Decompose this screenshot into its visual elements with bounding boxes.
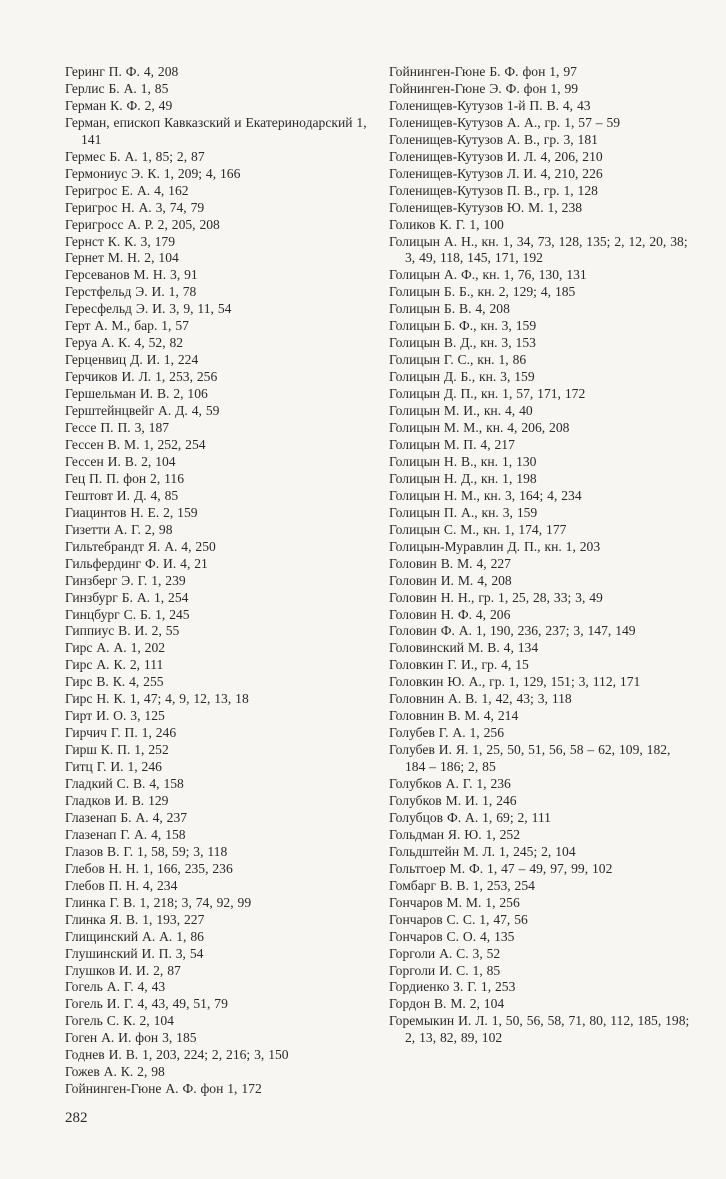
index-entry: Гордон В. М. 2, 104 (389, 996, 505, 1012)
index-entry: Гинзбург Б. А. 1, 254 (65, 589, 189, 605)
index-entry: Головинский М. В. 4, 134 (389, 640, 539, 656)
index-entry: Головин Н. Н., гр. 1, 25, 28, 33; 3, 49 (389, 589, 603, 605)
index-entry: Герсеванов М. Н. 3, 91 (65, 267, 198, 283)
index-entry: Голицын А. Ф., кн. 1, 76, 130, 131 (389, 267, 587, 283)
index-entry: Геригросс А. Р. 2, 205, 208 (65, 216, 220, 232)
index-entry: Герман К. Ф. 2, 49 (65, 97, 173, 113)
index-entry: Герценвиц Д. И. 1, 224 (65, 352, 199, 368)
index-column-left (65, 64, 375, 1098)
index-entry: Гольдман Я. Ю. 1, 252 (389, 826, 521, 842)
index-entry: Голицын С. М., кн. 1, 174, 177 (389, 521, 567, 537)
index-entry: Глушинский И. П. 3, 54 (65, 945, 204, 961)
index-entry: Герстфельд Э. И. 1, 78 (65, 284, 197, 300)
index-entry: Голицын Б. Б., кн. 2, 129; 4, 185 (389, 284, 576, 300)
index-entry: Головин И. М. 4, 208 (389, 572, 512, 588)
index-entry: Голубев И. Я. 1, 25, 50, 51, 56, 58 – 62, 109, 182, 184 – 186; 2, 85 (389, 742, 671, 775)
index-entry: Глебов П. Н. 4, 234 (65, 877, 178, 893)
index-entry: Голицын Н. В., кн. 1, 130 (389, 453, 537, 469)
index-entry: Голицын П. А., кн. 3, 159 (389, 504, 538, 520)
index-entry: Горемыкин И. Л. 1, 50, 56, 58, 71, 80, 112, 185, 198; 2, 13, 82, 89, 102 (389, 1013, 690, 1046)
index-entry: Глищинский А. А. 1, 86 (65, 928, 204, 944)
index-entry: Глазенап Б. А. 4, 237 (65, 809, 188, 825)
index-entry: Головнин А. В. 1, 42, 43; 3, 118 (389, 691, 572, 707)
index-entry: Гиппиус В. И. 2, 55 (65, 623, 180, 639)
index-entry: Гересфельд Э. И. 3, 9, 11, 54 (65, 301, 232, 317)
index-entry: Глушков И. И. 2, 87 (65, 962, 181, 978)
index-entry: Голицын М. М., кн. 4, 206, 208 (389, 420, 570, 436)
index-entry: Гермес Б. А. 1, 85; 2, 87 (65, 148, 205, 164)
index-entry: Гернет М. Н. 2, 104 (65, 250, 179, 266)
index-entry: Гожев А. К. 2, 98 (65, 1064, 165, 1080)
index-entry: Голицын Б. Ф., кн. 3, 159 (389, 318, 537, 334)
index-entry: Голицын Н. М., кн. 3, 164; 4, 234 (389, 487, 582, 503)
index-entry: Голицын Д. Б., кн. 3, 159 (389, 369, 535, 385)
index-entry: Голицын Д. П., кн. 1, 57, 171, 172 (389, 386, 586, 402)
index-entry: Головин Ф. А. 1, 190, 236, 237; 3, 147, 149 (389, 623, 636, 639)
index-entry: Геринг П. Ф. 4, 208 (65, 64, 179, 79)
index-entry: Голенищев-Кутузов А. А., гр. 1, 57 – 59 (389, 114, 621, 130)
index-entry: Гильфердинг Ф. И. 4, 21 (65, 555, 208, 571)
index-entry: Гомбарг В. В. 1, 253, 254 (389, 877, 535, 893)
index-entry: Гирчич Г. П. 1, 246 (65, 725, 177, 741)
index-entry: Голенищев-Кутузов Ю. М. 1, 238 (389, 199, 583, 215)
index-entry: Гладков И. В. 129 (65, 792, 169, 808)
index-entry: Гирс Н. К. 1, 47; 4, 9, 12, 13, 18 (65, 691, 249, 707)
index-entry: Гойнинген-Гюне А. Ф. фон 1, 172 (65, 1081, 262, 1097)
index-entry: Гогель И. Г. 4, 43, 49, 51, 79 (65, 996, 228, 1012)
index-entry: Голицын Г. С., кн. 1, 86 (389, 352, 527, 368)
index-entry: Гладкий С. В. 4, 158 (65, 776, 184, 792)
index-entry: Гольтгоер М. Ф. 1, 47 – 49, 97, 99, 102 (389, 860, 613, 876)
index-entry: Голубев Г. А. 1, 256 (389, 725, 504, 741)
index-entry: Голенищев-Кутузов 1-й П. В. 4, 43 (389, 97, 591, 113)
index-entry: Геригрос Е. А. 4, 162 (65, 182, 189, 198)
index-entry: Гойнинген-Гюне Э. Ф. фон 1, 99 (389, 80, 579, 96)
index-entry: Голубцов Ф. А. 1, 69; 2, 111 (389, 809, 551, 825)
index-entry: Гернст К. К. 3, 179 (65, 233, 176, 249)
index-entry: Головин Н. Ф. 4, 206 (389, 606, 511, 622)
index-entry: Гештовт И. Д. 4, 85 (65, 487, 179, 503)
index-entry: Гогель С. К. 2, 104 (65, 1013, 174, 1029)
index-entry: Герштейнцвейг А. Д. 4, 59 (65, 403, 220, 419)
index-entry: Геруа А. К. 4, 52, 82 (65, 335, 184, 351)
index-entry: Гец П. П. фон 2, 116 (65, 470, 185, 486)
index-entry: Гершельман И. В. 2, 106 (65, 386, 208, 402)
index-entry: Гирш К. П. 1, 252 (65, 742, 169, 758)
index-entry: Головкин Ю. А., гр. 1, 129, 151; 3, 112, 171 (389, 674, 641, 690)
index-entry: Гиацинтов Н. Е. 2, 159 (65, 504, 198, 520)
index-entry: Голицын Н. Д., кн. 1, 198 (389, 470, 537, 486)
index-entry: Гизетти А. Г. 2, 98 (65, 521, 173, 537)
index-entry: Голицын А. Н., кн. 1, 34, 73, 128, 135; 2, 12, 20, 38; 3, 49, 118, 145, 171, 192 (389, 233, 688, 266)
index-entry: Герчиков И. Л. 1, 253, 256 (65, 369, 218, 385)
index-entry: Голубков М. И. 1, 246 (389, 792, 517, 808)
index-entry: Голицын-Муравлин Д. П., кн. 1, 203 (389, 538, 601, 554)
index-entry: Геригрос Н. А. 3, 74, 79 (65, 199, 205, 215)
index-entry: Гончаров С. С. 1, 47, 56 (389, 911, 528, 927)
index-entry: Гессен И. В. 2, 104 (65, 453, 176, 469)
index-entry: Гирс В. К. 4, 255 (65, 674, 164, 690)
index-entry: Гоген А. И. фон 3, 185 (65, 1030, 197, 1046)
index-entry: Голиков К. Г. 1, 100 (389, 216, 504, 232)
index-entry: Гирс А. А. 1, 202 (65, 640, 166, 656)
index-entry: Горголи А. С. 3, 52 (389, 945, 501, 961)
index-entry: Голенищев-Кутузов Л. И. 4, 210, 226 (389, 165, 603, 181)
index-entry: Голицын Б. В. 4, 208 (389, 301, 510, 317)
index-column-right (389, 64, 691, 1047)
page-number: 282 (65, 1110, 88, 1126)
index-entry: Голенищев-Кутузов А. В., гр. 3, 181 (389, 131, 598, 147)
index-entry: Голицын М. И., кн. 4, 40 (389, 403, 533, 419)
index-entry: Глинка Я. В. 1, 193, 227 (65, 911, 205, 927)
index-entry: Гинзберг Э. Г. 1, 239 (65, 572, 186, 588)
index-entry: Гольдштейн М. Л. 1, 245; 2, 104 (389, 843, 576, 859)
index-entry: Голенищев-Кутузов П. В., гр. 1, 128 (389, 182, 598, 198)
index-entry: Головкин Г. И., гр. 4, 15 (389, 657, 529, 673)
index-entry: Гильтебрандт Я. А. 4, 250 (65, 538, 216, 554)
index-entry: Гитц Г. И. 1, 246 (65, 759, 162, 775)
index-entry: Гирт И. О. 3, 125 (65, 708, 165, 724)
index-entry: Годнев И. В. 1, 203, 224; 2, 216; 3, 150 (65, 1047, 289, 1063)
index-entry: Гончаров С. О. 4, 135 (389, 928, 515, 944)
index-entry: Гермониус Э. К. 1, 209; 4, 166 (65, 165, 241, 181)
index-entry: Глазенап Г. А. 4, 158 (65, 826, 186, 842)
index-entry: Гирс А. К. 2, 111 (65, 657, 164, 673)
index-entry: Голубков А. Г. 1, 236 (389, 776, 511, 792)
index-entry: Голицын М. П. 4, 217 (389, 436, 515, 452)
index-entry: Голенищев-Кутузов И. Л. 4, 206, 210 (389, 148, 603, 164)
index-entry: Гессе П. П. 3, 187 (65, 420, 170, 436)
index-entry: Гинцбург С. Б. 1, 245 (65, 606, 190, 622)
index-entry: Головин В. М. 4, 227 (389, 555, 511, 571)
index-entry: Герман, епископ Кавказский и Екатеринодарский 1, 141 (65, 114, 367, 147)
index-entry: Гойнинген-Гюне Б. Ф. фон 1, 97 (389, 64, 577, 79)
index-entry: Глебов Н. Н. 1, 166, 235, 236 (65, 860, 233, 876)
index-entry: Герт А. М., бар. 1, 57 (65, 318, 189, 334)
index-entry: Гончаров М. М. 1, 256 (389, 894, 520, 910)
index-entry: Горголи И. С. 1, 85 (389, 962, 501, 978)
index-entry: Гогель А. Г. 4, 43 (65, 979, 166, 995)
index-entry: Глинка Г. В. 1, 218; 3, 74, 92, 99 (65, 894, 252, 910)
index-entry: Гордиенко З. Г. 1, 253 (389, 979, 516, 995)
index-entry: Гессен В. М. 1, 252, 254 (65, 436, 206, 452)
index-entry: Герлис Б. А. 1, 85 (65, 80, 169, 96)
index-entry: Головнин В. М. 4, 214 (389, 708, 519, 724)
index-entry: Глазов В. Г. 1, 58, 59; 3, 118 (65, 843, 228, 859)
index-entry: Голицын В. Д., кн. 3, 153 (389, 335, 536, 351)
